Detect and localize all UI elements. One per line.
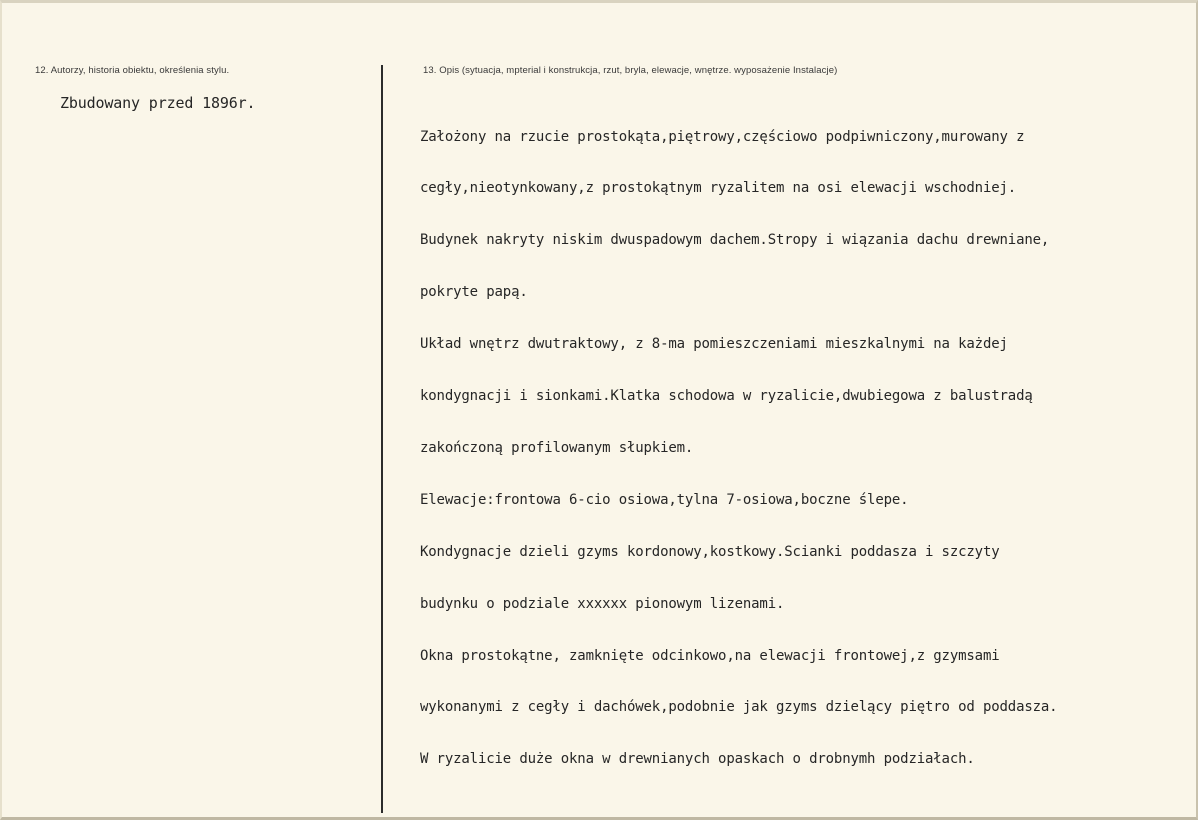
description-line: wykonanymi z cegły i dachówek,podobnie jak gzyms dzielący piętro od poddasza. <box>420 699 1058 716</box>
description-line: budynku o podziale xxxxxx pionowym lizenami. <box>420 595 785 612</box>
section-13-label: 13. Opis (sytuacja, mpterial i konstrukcja, rzut, bryla, elewacje, wnętrze. wyposażenie Instalacje) <box>423 65 838 76</box>
section-13-text <box>420 94 1057 803</box>
section-12-label: 12. Autorzy, historia obiektu, określenia stylu. <box>35 65 230 76</box>
description-line: zakończoną profilowanym słupkiem. <box>420 439 694 456</box>
description-line: Okna prostokątne, zamknięte odcinkowo,na elewacji frontowej,z gzymsami <box>420 647 1000 664</box>
description-line: cegły,nieotynkowany,z prostokątnym ryzalitem na osi elewacji wschodniej. <box>420 180 1017 197</box>
description-line: pokryte papą. <box>420 284 528 301</box>
description-line: Kondygnacje dzieli gzyms kordonowy,kostkowy.Scianki poddasza i szczyty <box>420 543 1000 560</box>
description-line: W ryzalicie duże okna w drewnianych opaskach o drobnymh podziałach. <box>420 751 975 768</box>
column-divider <box>381 65 383 813</box>
description-line: kondygnacji i sionkami.Klatka schodowa w ryzalicie,dwubiegowa z balustradą <box>420 388 1033 405</box>
description-line: Elewacje:frontowa 6-cio osiowa,tylna 7-osiowa,boczne ślepe. <box>420 491 909 508</box>
description-line: Układ wnętrz dwutraktowy, z 8-ma pomieszczeniami mieszkalnymi na każdej <box>420 336 1008 353</box>
section-12-text: Zbudowany przed 1896r. <box>60 94 256 112</box>
description-line: Założony na rzucie prostokąta,piętrowy,częściowo podpiwniczony,murowany z <box>420 128 1025 145</box>
description-line: Budynek nakryty niskim dwuspadowym dachem.Stropy i wiązania dachu drewniane, <box>420 232 1050 249</box>
